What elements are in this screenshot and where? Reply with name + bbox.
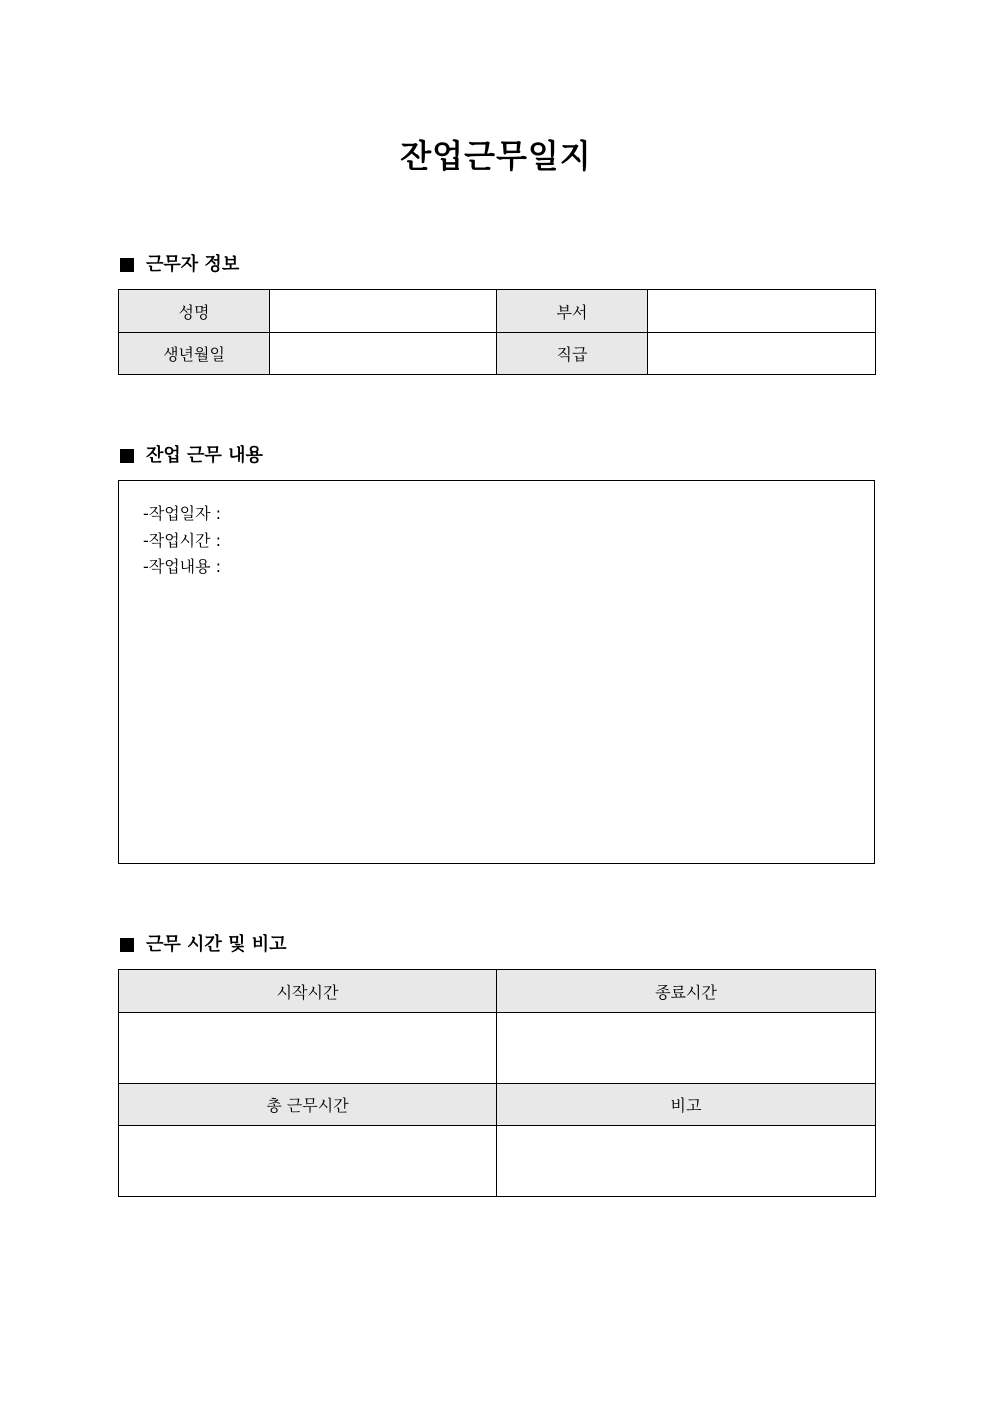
total-hours-label: 총 근무시간 (119, 1084, 497, 1126)
total-hours-field[interactable] (119, 1126, 497, 1197)
overtime-content-heading (120, 443, 263, 469)
black-square-icon (120, 938, 134, 952)
time-notes-heading (120, 932, 287, 958)
remarks-label: 비고 (497, 1084, 876, 1126)
position-field[interactable] (648, 333, 876, 375)
overtime-content-heading-text: 잔업 근무 내용 (146, 445, 263, 466)
page-title: 잔업근무일지 (400, 137, 592, 175)
work-time-line: -작업시간 : (143, 530, 222, 550)
black-square-icon (120, 449, 134, 463)
overtime-content-lines (143, 501, 221, 581)
name-label: 성명 (119, 290, 270, 333)
overtime-content-box[interactable] (118, 480, 875, 864)
work-date-line: -작업일자 : (143, 504, 222, 523)
worker-info-table (118, 289, 876, 375)
start-time-label: 시작시간 (119, 970, 497, 1013)
department-label: 부서 (497, 290, 648, 333)
time-notes-heading-text: 근무 시간 및 비고 (146, 934, 287, 955)
worker-info-heading-text: 근무자 정보 (146, 254, 240, 275)
position-label: 직급 (497, 333, 648, 375)
time-notes-table (118, 969, 876, 1197)
start-time-field[interactable] (119, 1013, 497, 1084)
birthdate-label: 생년월일 (119, 333, 270, 375)
worker-info-heading (120, 252, 239, 278)
end-time-label: 종료시간 (497, 970, 876, 1013)
remarks-field[interactable] (497, 1126, 876, 1197)
black-square-icon (120, 258, 134, 272)
name-field[interactable] (270, 290, 497, 333)
department-field[interactable] (648, 290, 876, 333)
work-details-line: -작업내용 : (143, 557, 222, 576)
birthdate-field[interactable] (270, 333, 497, 375)
end-time-field[interactable] (497, 1013, 876, 1084)
